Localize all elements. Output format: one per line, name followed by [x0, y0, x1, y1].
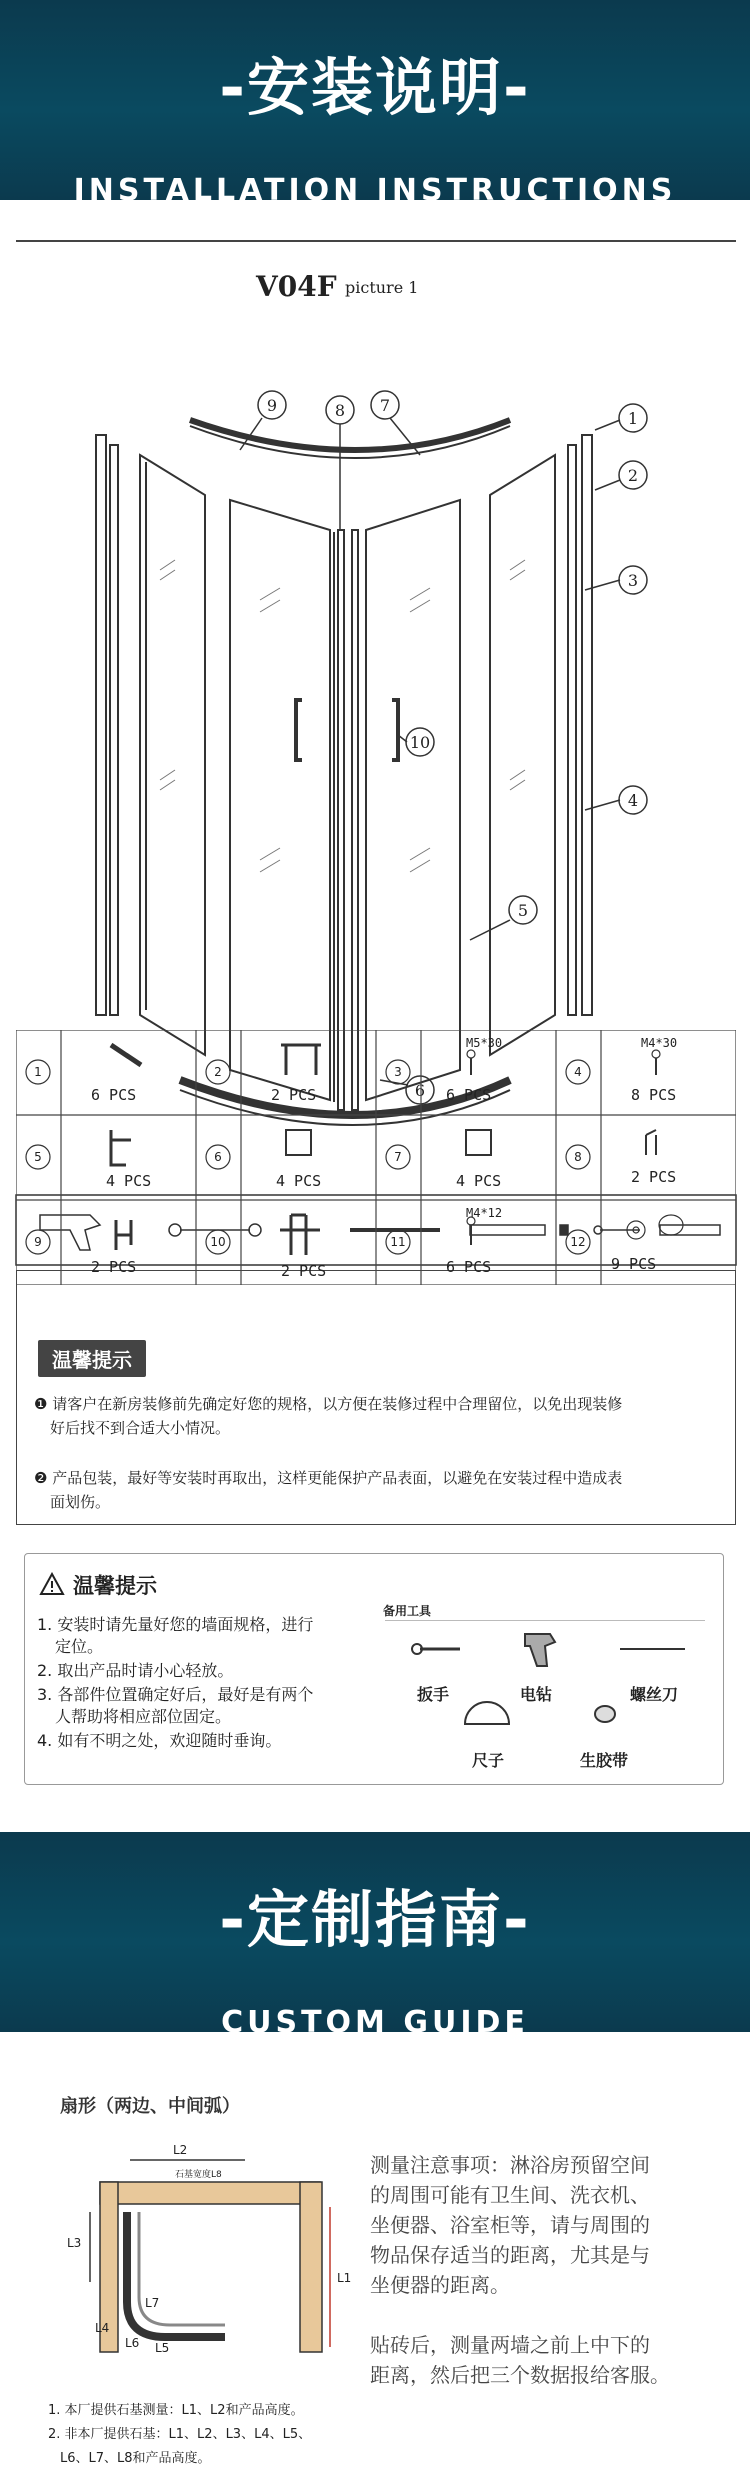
- callout-4: 4: [627, 791, 639, 810]
- custom-banner-subtitle: CUSTOM GUIDE: [221, 2005, 529, 2032]
- note-2-line-2: 距离，然后把三个数据报给客服。: [370, 2363, 670, 2387]
- tool-ruler: 尺子: [472, 1751, 505, 1770]
- note-1-line-5: 坐便器的距离。: [370, 2273, 510, 2297]
- tools-title: 备用工具: [383, 1604, 432, 1618]
- svg-text:6: 6: [214, 1150, 222, 1164]
- custom-banner-title: -定制指南-: [219, 1883, 531, 1956]
- part-qty-6: 4 PCS: [276, 1172, 322, 1190]
- foot-2: 2. 非本厂提供石基：L1、L2、L3、L4、L5、: [48, 2427, 312, 2442]
- tip-1-cont: 好后找不到合适大小情况。: [50, 1419, 231, 1437]
- tape-icon: [595, 1706, 615, 1722]
- note-1-line-4: 物品保存适当的距离，尤其是与: [370, 2243, 650, 2267]
- callout-1: 1: [627, 409, 639, 428]
- part-spec-11: M4*12: [466, 1206, 503, 1220]
- ruler-icon: [465, 1702, 509, 1724]
- part-qty-8: 2 PCS: [631, 1168, 677, 1186]
- foot-3: L6、L7、L8和产品高度。: [60, 2451, 211, 2466]
- label-l7: L7: [145, 2296, 160, 2310]
- part-qty-2: 2 PCS: [271, 1086, 317, 1104]
- tips-item-1-cont: 定位。: [55, 1637, 104, 1656]
- tips-item-3: 3. 各部件位置确定好后，最好是有两个: [37, 1685, 314, 1704]
- svg-text:4: 4: [574, 1065, 582, 1079]
- tips-box: [24, 1553, 724, 1785]
- part-qty-7: 4 PCS: [456, 1172, 502, 1190]
- callout-10: 10: [409, 733, 431, 752]
- part-qty-4: 8 PCS: [631, 1086, 677, 1104]
- svg-text:11: 11: [390, 1235, 406, 1249]
- callout-7: 7: [379, 396, 391, 415]
- callout-3: 3: [627, 571, 639, 590]
- fan-title: 扇形（两边、中间弧）: [60, 2096, 240, 2117]
- note-1-line-2: 的周围可能有卫生间、洗衣机、: [370, 2183, 650, 2207]
- callout-9: 9: [266, 396, 278, 415]
- svg-text:9: 9: [34, 1235, 42, 1249]
- note-1-line-3: 坐便器、浴室柜等，请与周围的: [370, 2213, 650, 2237]
- label-l2: L2: [173, 2143, 188, 2157]
- svg-text:3: 3: [394, 1065, 402, 1079]
- parts-grid-lines: [16, 1030, 736, 1285]
- svg-text:7: 7: [394, 1150, 402, 1164]
- tool-tape: 生胶带: [580, 1751, 629, 1770]
- part-qty-9: 2 PCS: [91, 1258, 137, 1276]
- part-qty-5: 4 PCS: [106, 1172, 152, 1190]
- tool-screwdriver: 螺丝刀: [630, 1685, 679, 1704]
- tip-1: ❶ 请客户在新房装修前先确定好您的规格，以方便在装修过程中合理留位，以免出现装修: [34, 1395, 623, 1413]
- part-qty-11: 6 PCS: [446, 1258, 492, 1276]
- svg-text:2: 2: [214, 1065, 222, 1079]
- custom-guide: [0, 2032, 750, 2487]
- diagram-model: V04F: [256, 270, 337, 303]
- svg-text:10: 10: [210, 1235, 226, 1249]
- tips-section: [0, 1340, 750, 1511]
- part-qty-3: 6 PCS: [446, 1086, 492, 1104]
- label-l4: L4: [95, 2321, 110, 2335]
- tips-item-1: 1. 安装时请先量好您的墙面规格，进行: [37, 1615, 314, 1634]
- tip-2-cont: 面划伤。: [50, 1493, 111, 1511]
- svg-text:1: 1: [34, 1065, 42, 1079]
- installation-banner: [0, 0, 750, 200]
- tips-item-2: 2. 取出产品时请小心轻放。: [37, 1661, 234, 1680]
- callout-5: 5: [517, 901, 529, 920]
- label-l8: 石基宽度L8: [175, 2170, 222, 2180]
- part-qty-1: 6 PCS: [91, 1086, 137, 1104]
- banner-title: -安装说明-: [219, 51, 531, 124]
- tool-drill: 电钻: [520, 1685, 553, 1704]
- part-qty-12: 9 PCS: [611, 1255, 657, 1273]
- svg-text:12: 12: [570, 1235, 586, 1249]
- part-qty-10: 2 PCS: [281, 1262, 327, 1280]
- note-2-line-1: 贴砖后，测量两墙之前上中下的: [370, 2333, 650, 2357]
- banner-subtitle: INSTALLATION INSTRUCTIONS: [73, 173, 677, 200]
- svg-text:8: 8: [574, 1150, 582, 1164]
- tip-2: ❷ 产品包装，最好等安装时再取出，这样更能保护产品表面，以避免在安装过程中造成表: [34, 1469, 623, 1487]
- note-1-line-1: 测量注意事项：淋浴房预留空间: [370, 2153, 650, 2177]
- custom-banner: [0, 1832, 750, 2032]
- label-l3: L3: [67, 2236, 82, 2250]
- tips-tag: 温馨提示: [38, 1340, 146, 1377]
- tips-box-title: 温馨提示: [73, 1574, 157, 1598]
- parts-grid: [16, 1030, 736, 1285]
- tips-item-4: 4. 如有不明之处，欢迎随时垂询。: [37, 1731, 282, 1750]
- label-l1: L1: [337, 2271, 352, 2285]
- tool-wrench: 扳手: [417, 1685, 450, 1704]
- tips-item-3-cont: 人帮助将相应部位固定。: [55, 1707, 232, 1726]
- part-spec-3: M5*30: [466, 1036, 503, 1050]
- measure-diagram: [55, 2132, 395, 2362]
- callout-8: 8: [334, 401, 346, 420]
- callout-6: 6: [414, 1081, 426, 1100]
- part-spec-4: M4*30: [641, 1036, 678, 1050]
- svg-text:5: 5: [34, 1150, 42, 1164]
- foot-1: 1. 本厂提供石基测量：L1、L2和产品高度。: [48, 2403, 304, 2418]
- callout-2: 2: [627, 466, 639, 485]
- label-l5: L5: [155, 2341, 170, 2355]
- drill-icon: [525, 1634, 555, 1666]
- diagram-picture-label: picture 1: [345, 278, 419, 297]
- label-l6: L6: [125, 2336, 140, 2350]
